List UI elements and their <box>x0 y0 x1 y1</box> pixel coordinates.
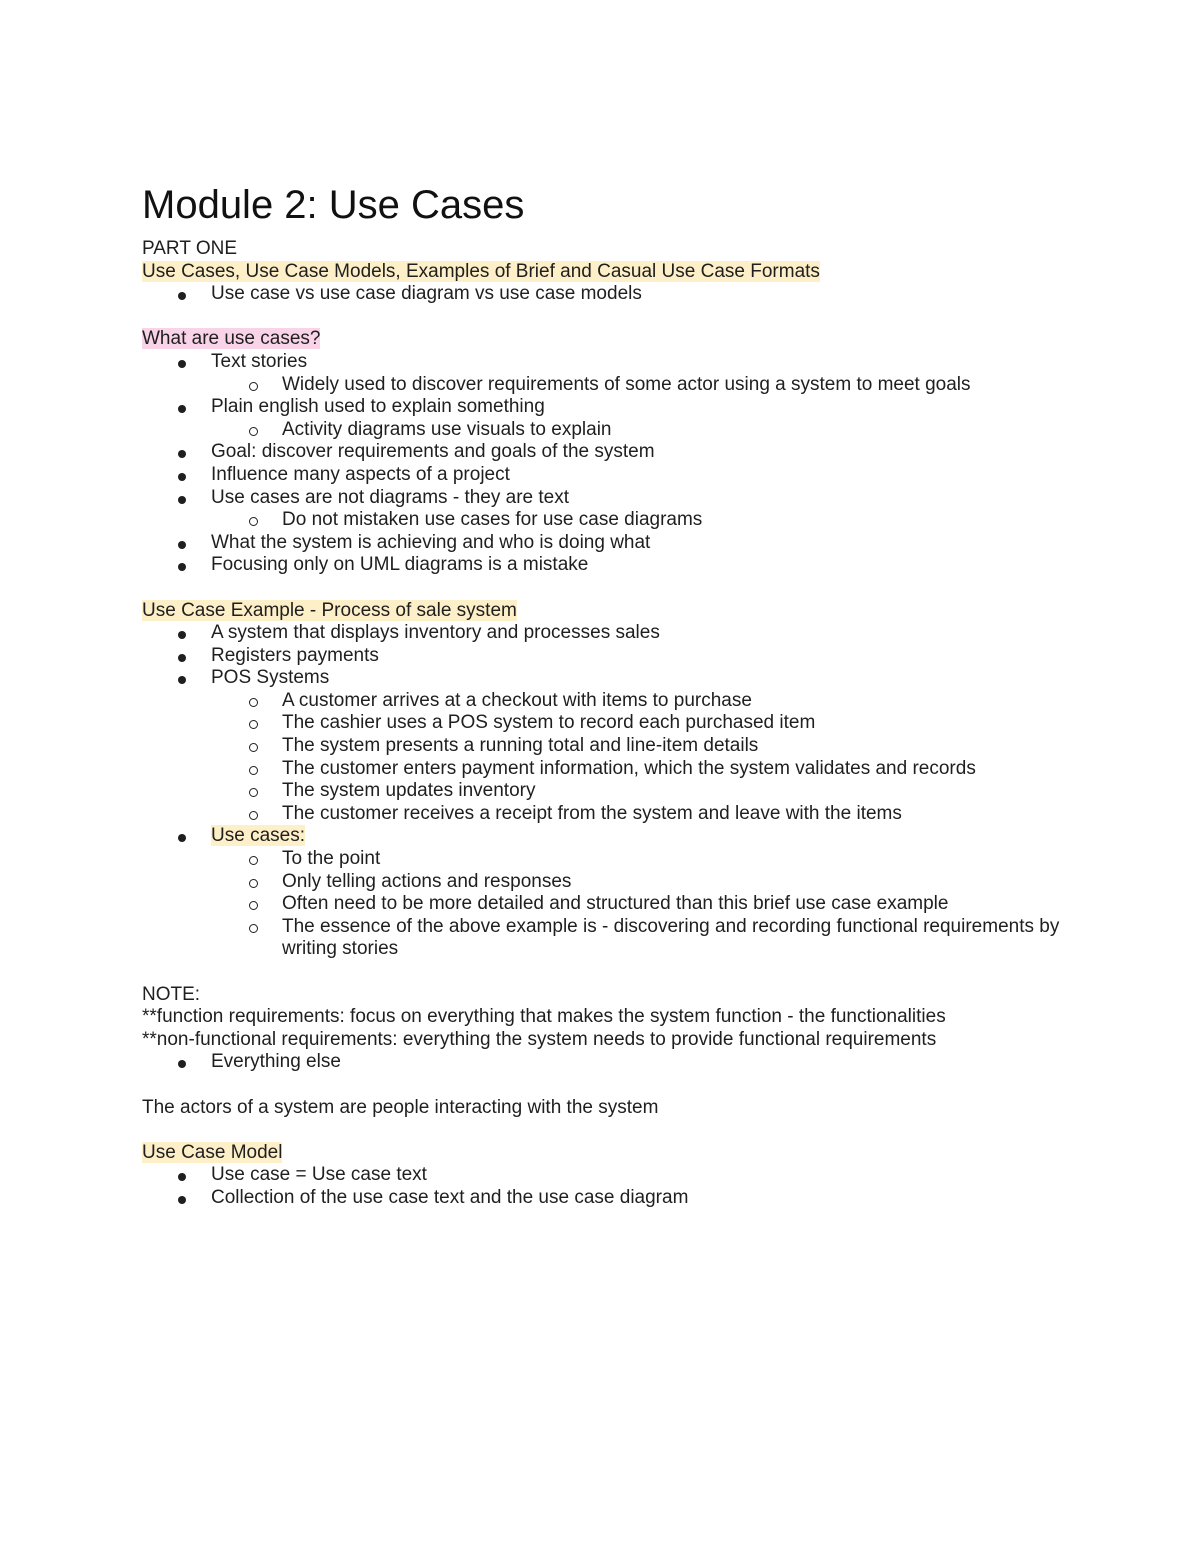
sub-list-item: Activity diagrams use visuals to explain <box>142 419 1102 442</box>
sub-list-item: The customer receives a receipt from the system and leave with the items <box>142 803 1102 826</box>
bullet-icon <box>178 834 186 842</box>
list-item: Use case vs use case diagram vs use case models <box>142 283 1102 306</box>
hollow-bullet-icon <box>249 924 258 933</box>
sub-list-item: To the point <box>142 848 1102 871</box>
bullet-icon <box>178 1060 186 1068</box>
list-item: Plain english used to explain something Activity diagrams use visuals to explain <box>142 396 1102 441</box>
hollow-bullet-icon <box>249 856 258 865</box>
bullet-list <box>142 283 1102 306</box>
bullet-icon <box>178 1196 186 1204</box>
hollow-bullet-icon <box>249 788 258 797</box>
actors-statement: The actors of a system are people interacting with the system <box>142 1096 659 1118</box>
note-line-functional: **function requirements: focus on everything that makes the system function - the functionalities <box>142 1006 946 1028</box>
list-item: Collection of the use case text and the use case diagram <box>142 1187 1102 1210</box>
note-label: NOTE: <box>142 983 201 1005</box>
hollow-bullet-icon <box>249 517 258 526</box>
list-item: Goal: discover requirements and goals of the system <box>142 441 1102 464</box>
bullet-list <box>142 1051 1102 1074</box>
bullet-icon <box>178 654 186 662</box>
hollow-bullet-icon <box>249 743 258 752</box>
sub-list-item: Often need to be more detailed and structured than this brief use case example <box>142 893 1102 916</box>
bullet-icon <box>178 541 186 549</box>
bullet-list <box>142 351 1102 577</box>
list-item: Focusing only on UML diagrams is a mistake <box>142 554 1102 577</box>
hollow-bullet-icon <box>249 720 258 729</box>
hollow-bullet-icon <box>249 427 258 436</box>
document-page <box>142 181 1102 1210</box>
list-item: Influence many aspects of a project <box>142 464 1102 487</box>
hollow-bullet-icon <box>249 698 258 707</box>
section-heading-intro: Use Cases, Use Case Models, Examples of Brief and Casual Use Case Formats <box>142 260 820 282</box>
sub-list-item: The customer enters payment information, which the system validates and records <box>142 758 1102 781</box>
sub-list-item: The system updates inventory <box>142 780 1102 803</box>
list-item: POS Systems A customer arrives at a checkout with items to purchase The cashier uses a POS system to record each purchased item The system presents a running total and line-item details The customer enters payment information, which the system validates and records The system updates inventory The customer receives a receipt from the system and leave with the items <box>142 667 1102 825</box>
list-item: Text stories Widely used to discover requirements of some actor using a system to meet goals <box>142 351 1102 396</box>
sub-list-item: The essence of the above example is - discovering and recording functional requirements by writing stories <box>142 916 1102 961</box>
section-heading-use-case-model: Use Case Model <box>142 1141 283 1163</box>
sub-list-item: Do not mistaken use cases for use case diagrams <box>142 509 1102 532</box>
bullet-icon <box>178 292 186 300</box>
bullet-icon <box>178 473 186 481</box>
sub-list-item: A customer arrives at a checkout with items to purchase <box>142 690 1102 713</box>
section-heading-example: Use Case Example - Process of sale system <box>142 599 517 621</box>
bullet-icon <box>178 1173 186 1181</box>
sub-list-item: Widely used to discover requirements of some actor using a system to meet goals <box>142 374 1102 397</box>
list-item: Use case = Use case text <box>142 1164 1102 1187</box>
list-item: Everything else <box>142 1051 1102 1074</box>
page-title: Module 2: Use Cases <box>142 183 525 227</box>
sub-list-item: Only telling actions and responses <box>142 871 1102 894</box>
bullet-icon <box>178 496 186 504</box>
hollow-bullet-icon <box>249 811 258 820</box>
list-item: A system that displays inventory and processes sales <box>142 622 1102 645</box>
bullet-list <box>142 1164 1102 1209</box>
note-line-non-functional: **non-functional requirements: everything the system needs to provide functional requirements <box>142 1028 937 1050</box>
list-item: What the system is achieving and who is doing what <box>142 532 1102 555</box>
list-item: Use cases are not diagrams - they are text Do not mistaken use cases for use case diagrams <box>142 487 1102 532</box>
hollow-bullet-icon <box>249 766 258 775</box>
bullet-icon <box>178 676 186 684</box>
part-label: PART ONE <box>142 238 238 259</box>
bullet-icon <box>178 360 186 368</box>
hollow-bullet-icon <box>249 879 258 888</box>
hollow-bullet-icon <box>249 901 258 910</box>
bullet-icon <box>178 631 186 639</box>
sub-list-item: The system presents a running total and line-item details <box>142 735 1102 758</box>
bullet-icon <box>178 405 186 413</box>
hollow-bullet-icon <box>249 382 258 391</box>
list-item: Use cases: To the point Only telling actions and responses Often need to be more detailed and structured than this brief use case example The essence of the above example is - discovering and recording functional requirements by writing stories <box>142 825 1102 961</box>
bullet-icon <box>178 563 186 571</box>
list-item: Registers payments <box>142 645 1102 668</box>
bullet-list <box>142 622 1102 961</box>
bullet-icon <box>178 450 186 458</box>
sub-list-item: The cashier uses a POS system to record each purchased item <box>142 712 1102 735</box>
section-heading-what-are-use-cases: What are use cases? <box>142 328 321 350</box>
